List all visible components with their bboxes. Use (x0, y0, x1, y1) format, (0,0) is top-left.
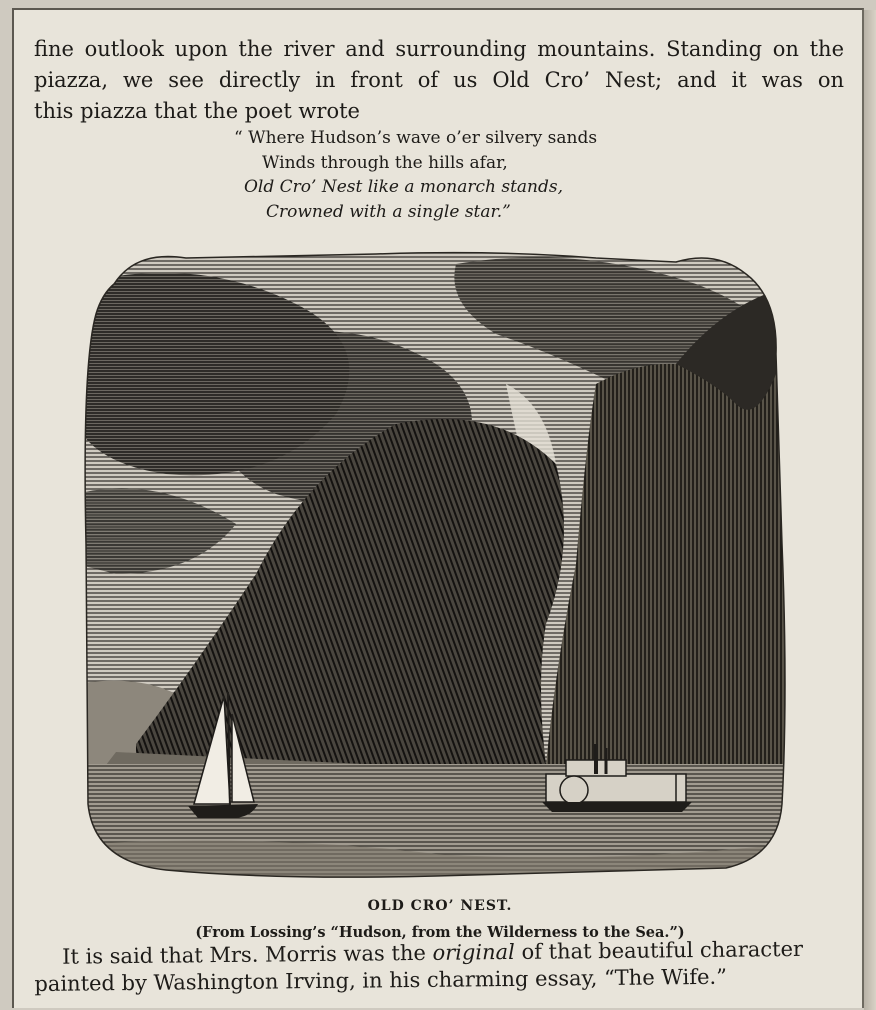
top-paragraph-line-3: this piazza that the poet wrote (34, 99, 360, 123)
bottom-paragraph-emphasis: original (432, 939, 515, 965)
illustration-caption: OLD CRO’ NEST. (367, 898, 513, 914)
top-paragraph (34, 34, 844, 127)
book-page (12, 8, 864, 1008)
old-cro-nest-engraving (76, 244, 788, 884)
poem-line-1: “ Where Hudson’s wave o’er silvery sands (234, 128, 598, 148)
bottom-paragraph-line-2: painted by Washington Irving, in his charming essay, “The Wife.” (34, 964, 728, 996)
poem-quote (234, 126, 597, 224)
poem-line-4: Crowned with a single star.” (266, 201, 511, 222)
poem-line-2: Winds through the hills afar, (262, 152, 508, 173)
poem-line-3: Old Cro’ Nest like a monarch stands, (244, 177, 563, 197)
top-paragraph-line-1: fine outlook upon the river and surrounding mountains. Standing on (34, 37, 799, 61)
illustration-source: (From Lossing’s “Hudson, from the Wilderness to the Sea.”) (195, 924, 685, 941)
bottom-paragraph-line-1-start: It is said that Mrs. Morris was the (62, 940, 433, 969)
bottom-paragraph-line-1-end: of that beautiful character (514, 936, 804, 964)
bottom-paragraph (34, 936, 845, 998)
top-paragraph-line-2: the piazza, we see directly in front of us Old Cro’ Nest; and it was on (34, 37, 845, 92)
